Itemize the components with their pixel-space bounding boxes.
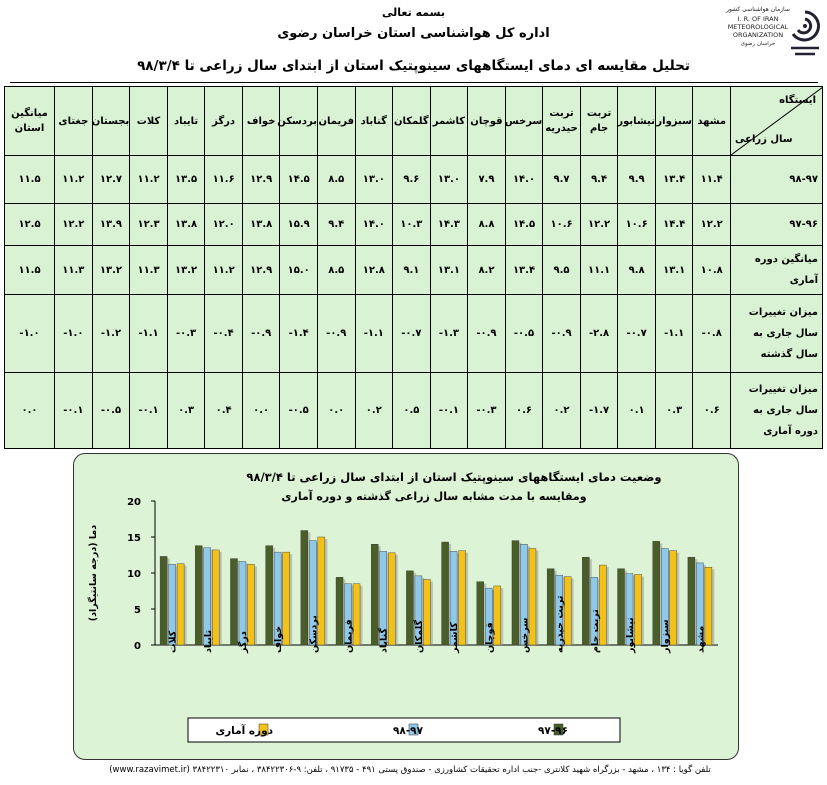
x-tick-label: سرخس xyxy=(519,617,531,653)
station-header-cell: گناباد xyxy=(355,87,393,156)
value-cell: ۱۱.۵ xyxy=(5,246,55,295)
station-header-cell: بجستان xyxy=(92,87,130,156)
legend-label-1: ۹۸-۹۷ xyxy=(393,725,423,737)
value-cell: ۱۲.۷ xyxy=(92,156,130,204)
station-header-cell: قوچان xyxy=(468,87,506,156)
row-label: میزان تغییرات سال جاری به سال گذشته xyxy=(731,295,823,373)
station-header-cell: کلات xyxy=(130,87,168,156)
value-cell: ۷.۹ xyxy=(468,156,506,204)
value-cell: ۱۱.۵ xyxy=(5,156,55,204)
value-cell: -۰.۷ xyxy=(393,295,431,373)
value-cell: ۱۴.۳ xyxy=(430,204,468,246)
value-cell: ۰.۳ xyxy=(655,373,693,449)
x-tick-label: تایباد xyxy=(202,629,214,653)
value-cell: ۱۳.۲ xyxy=(92,246,130,295)
corner-header-cell xyxy=(731,87,823,156)
value-cell: ۱۲.۵ xyxy=(5,204,55,246)
value-cell: ۱۱.۳ xyxy=(130,246,168,295)
temperature-bar-chart xyxy=(74,454,738,759)
bar-0-2 xyxy=(618,569,625,645)
value-cell: ۸.۵ xyxy=(317,156,355,204)
value-cell: -۰.۵ xyxy=(505,295,543,373)
value-cell: ۱۳.۹ xyxy=(92,204,130,246)
logo-text-4: خراسان رضوی xyxy=(740,41,776,47)
x-tick-label: کاشمر xyxy=(449,622,461,653)
bar-0-15 xyxy=(160,556,167,645)
basmala: بسمه تعالی xyxy=(382,6,445,19)
y-tick-label: 5 xyxy=(134,605,141,616)
bar-0-7 xyxy=(442,542,449,645)
value-cell: -۰.۵ xyxy=(92,373,130,449)
bar-0-6 xyxy=(477,582,484,645)
y-tick-label: 20 xyxy=(127,497,141,508)
value-cell: -۰.۳ xyxy=(167,295,205,373)
value-cell: ۱۳.۲ xyxy=(167,246,205,295)
x-tick-label: درگز xyxy=(237,631,249,653)
station-header-cell: تربت حیدریه xyxy=(543,87,581,156)
value-cell: ۱۴.۵ xyxy=(505,204,543,246)
footer-contact: تلفن گویا : ۱۳۴ ، مشهد - بزرگراه شهید کلانتری -جنب اداره تحقیقات کشاورزی - صندوق پستی ۴۹۱ - ۹۱۷۳۵ ، تلفن: ۹-۳۸۴۲۲۳۰۶ ، نمابر ۳۸۴۲۲۳۱۰ (www.razavimet.ir) xyxy=(109,765,711,775)
bar-0-8 xyxy=(406,571,413,645)
value-cell: -۱.۱ xyxy=(130,295,168,373)
x-tick-label: گناباد xyxy=(378,628,390,653)
bar-0-9 xyxy=(371,544,378,645)
y-tick-label: 15 xyxy=(127,533,141,544)
x-tick-label: مشهد xyxy=(695,625,707,653)
value-cell: ۸.۵ xyxy=(317,246,355,295)
org-title: اداره کل هواشناسی استان خراسان رضوی xyxy=(277,26,550,41)
logo-text-1: I. R. OF IRAN xyxy=(737,15,779,23)
value-cell: -۲.۸ xyxy=(580,295,618,373)
station-header-cell: سبزوار xyxy=(655,87,693,156)
value-cell: ۱۳.۵ xyxy=(167,156,205,204)
station-header-cell: جغتای xyxy=(55,87,93,156)
value-cell: ۹.۶ xyxy=(393,156,431,204)
value-cell: ۱۰.۶ xyxy=(618,204,656,246)
value-cell: ۰.۲ xyxy=(543,373,581,449)
value-cell: ۹.۹ xyxy=(618,156,656,204)
table-header-row xyxy=(5,87,823,156)
bar-0-11 xyxy=(301,531,308,645)
value-cell: -۱.۰ xyxy=(55,295,93,373)
value-cell: ۹.۱ xyxy=(393,246,431,295)
x-tick-label: تربت جام xyxy=(589,609,601,653)
value-cell: ۱۴.۰ xyxy=(505,156,543,204)
bar-0-0 xyxy=(688,557,695,645)
value-cell: ۰.۰ xyxy=(5,373,55,449)
value-cell: ۱۲.۰ xyxy=(205,204,243,246)
value-cell: ۱۱.۲ xyxy=(130,156,168,204)
value-cell: ۰.۴ xyxy=(205,373,243,449)
bar-0-5 xyxy=(512,541,519,645)
station-header-cell: خواف xyxy=(242,87,280,156)
swirl-icon xyxy=(787,8,823,60)
value-cell: ۱۱.۲ xyxy=(205,246,243,295)
value-cell: -۰.۹ xyxy=(543,295,581,373)
chart-subtitle: ومقایسه با مدت مشابه سال زراعی گذشته و دوره آماری xyxy=(281,490,587,503)
bar-0-10 xyxy=(336,577,343,645)
value-cell: ۱۲.۹ xyxy=(242,246,280,295)
value-cell: -۰.۸ xyxy=(693,295,731,373)
value-cell: ۹.۵ xyxy=(543,246,581,295)
value-cell: -۱.۳ xyxy=(430,295,468,373)
value-cell: ۱۳.۸ xyxy=(242,204,280,246)
y-axis-label: دما (درجه سانتیگراد) xyxy=(88,524,99,622)
x-tick-label: بردسکن xyxy=(308,615,320,653)
value-cell: ۱۱.۴ xyxy=(693,156,731,204)
bar-0-4 xyxy=(547,569,554,645)
value-cell: ۹.۷ xyxy=(543,156,581,204)
value-cell: -۱.۷ xyxy=(580,373,618,449)
value-cell: ۱۳.۴ xyxy=(655,156,693,204)
value-cell: ۱۱.۲ xyxy=(55,156,93,204)
station-header-cell: مشهد xyxy=(693,87,731,156)
meteorological-organization-logo xyxy=(715,2,825,74)
value-cell: -۱.۲ xyxy=(92,295,130,373)
value-cell: ۸.۸ xyxy=(468,204,506,246)
value-cell: -۰.۳ xyxy=(468,373,506,449)
chart-title: وضعیت دمای ایستگاههای سینوپتیک استان از ابتدای سال زراعی تا ۹۸/۳/۴ xyxy=(246,470,662,484)
y-tick-label: 10 xyxy=(127,569,141,580)
corner-station-label: ایستگاه xyxy=(779,95,816,106)
station-header-cell: کاشمر xyxy=(430,87,468,156)
value-cell: -۱.۱ xyxy=(355,295,393,373)
value-cell: -۰.۷ xyxy=(618,295,656,373)
value-cell: ۸.۲ xyxy=(468,246,506,295)
bar-0-14 xyxy=(195,546,202,645)
value-cell: ۱۳.۴ xyxy=(505,246,543,295)
value-cell: -۱.۴ xyxy=(280,295,318,373)
bar-0-13 xyxy=(230,559,237,645)
value-cell: ۱۲.۳ xyxy=(130,204,168,246)
chart-panel xyxy=(73,453,739,760)
value-cell: -۰.۱ xyxy=(130,373,168,449)
value-cell: -۰.۵ xyxy=(280,373,318,449)
page-subtitle: تحلیل مقایسه ای دمای ایستگاههای سینوپتیک استان از ابتدای سال زراعی تا ۹۸/۳/۴ xyxy=(137,58,690,74)
value-cell: ۱۱.۱ xyxy=(580,246,618,295)
value-cell: ۱۱.۶ xyxy=(205,156,243,204)
station-header-cell: سرخس xyxy=(505,87,543,156)
table-row xyxy=(5,373,823,449)
value-cell: -۱.۱ xyxy=(655,295,693,373)
station-header-cell: درگز xyxy=(205,87,243,156)
x-tick-label: گلمکان xyxy=(413,620,425,653)
x-tick-label: تربت حیدریه xyxy=(554,595,566,653)
station-header-cell: تربت جام xyxy=(580,87,618,156)
y-tick-label: 0 xyxy=(134,641,141,652)
station-header-cell: تایباد xyxy=(167,87,205,156)
value-cell: ۱۴.۵ xyxy=(280,156,318,204)
x-tick-label: خواف xyxy=(273,625,285,653)
value-cell: ۰.۱ xyxy=(618,373,656,449)
value-cell: ۱۳.۰ xyxy=(430,156,468,204)
bar-0-1 xyxy=(653,541,660,645)
row-label: ۹۸-۹۷ xyxy=(731,156,823,204)
value-cell: ۰.۰ xyxy=(242,373,280,449)
x-tick-label: فریمان xyxy=(343,619,355,653)
value-cell: -۱.۰ xyxy=(5,295,55,373)
value-cell: ۱۰.۶ xyxy=(543,204,581,246)
value-cell: -۰.۴ xyxy=(205,295,243,373)
value-cell: ۱۰.۸ xyxy=(693,246,731,295)
value-cell: -۰.۱ xyxy=(430,373,468,449)
value-cell: ۱۳.۸ xyxy=(167,204,205,246)
value-cell: ۰.۲ xyxy=(355,373,393,449)
value-cell: ۱۲.۸ xyxy=(355,246,393,295)
value-cell: ۱۴.۴ xyxy=(655,204,693,246)
row-label: میزان تغییرات سال جاری به دوره آماری xyxy=(731,373,823,449)
value-cell: ۱۵.۰ xyxy=(280,246,318,295)
station-header-cell: گلمکان xyxy=(393,87,431,156)
value-cell: ۱۲.۲ xyxy=(580,204,618,246)
value-cell: ۱۴.۰ xyxy=(355,204,393,246)
value-cell: ۰.۶ xyxy=(693,373,731,449)
value-cell: ۱۲.۲ xyxy=(55,204,93,246)
header-divider xyxy=(10,82,818,83)
bar-0-3 xyxy=(582,557,589,645)
value-cell: ۱۳.۱ xyxy=(430,246,468,295)
value-cell: ۹.۸ xyxy=(618,246,656,295)
value-cell: -۰.۹ xyxy=(317,295,355,373)
table-row xyxy=(5,156,823,204)
x-tick-label: قوچان xyxy=(484,622,496,653)
value-cell: ۹.۴ xyxy=(580,156,618,204)
value-cell: ۱۳.۰ xyxy=(355,156,393,204)
bar-0-12 xyxy=(266,546,273,645)
station-header-cell: بردسکن xyxy=(280,87,318,156)
station-header-cell: میانگین استان xyxy=(5,87,55,156)
value-cell: ۱۱.۳ xyxy=(55,246,93,295)
value-cell: ۱۵.۹ xyxy=(280,204,318,246)
x-tick-label: کلات xyxy=(167,630,179,653)
station-header-cell: نیشابور xyxy=(618,87,656,156)
value-cell: ۹.۴ xyxy=(317,204,355,246)
value-cell: -۰.۹ xyxy=(468,295,506,373)
value-cell: ۰.۳ xyxy=(167,373,205,449)
value-cell: -۰.۹ xyxy=(242,295,280,373)
temperature-table xyxy=(4,86,823,449)
x-tick-label: سبزوار xyxy=(660,619,672,653)
station-header-cell: فریمان xyxy=(317,87,355,156)
row-label: ۹۷-۹۶ xyxy=(731,204,823,246)
table-row xyxy=(5,204,823,246)
value-cell: ۱۳.۱ xyxy=(655,246,693,295)
table-row xyxy=(5,295,823,373)
value-cell: ۰.۶ xyxy=(505,373,543,449)
value-cell: -۰.۱ xyxy=(55,373,93,449)
value-cell: ۰.۵ xyxy=(393,373,431,449)
x-tick-label: نیشابور xyxy=(625,617,637,653)
logo-text-2: METEOROLOGICAL xyxy=(727,23,789,31)
legend-label-2: دوره آماری xyxy=(215,725,273,737)
legend-label-0: ۹۷-۹۶ xyxy=(538,725,568,737)
table-row xyxy=(5,246,823,295)
value-cell: ۱۲.۲ xyxy=(693,204,731,246)
row-label: میانگین دوره آماری xyxy=(731,246,823,295)
corner-year-label: سال زراعی xyxy=(735,134,793,145)
logo-text-fa: سازمان هواشناسی کشور xyxy=(726,6,790,13)
value-cell: ۱۰.۳ xyxy=(393,204,431,246)
value-cell: ۱۲.۹ xyxy=(242,156,280,204)
value-cell: ۰.۰ xyxy=(317,373,355,449)
logo-text-3: ORGANIZATION xyxy=(732,31,784,39)
